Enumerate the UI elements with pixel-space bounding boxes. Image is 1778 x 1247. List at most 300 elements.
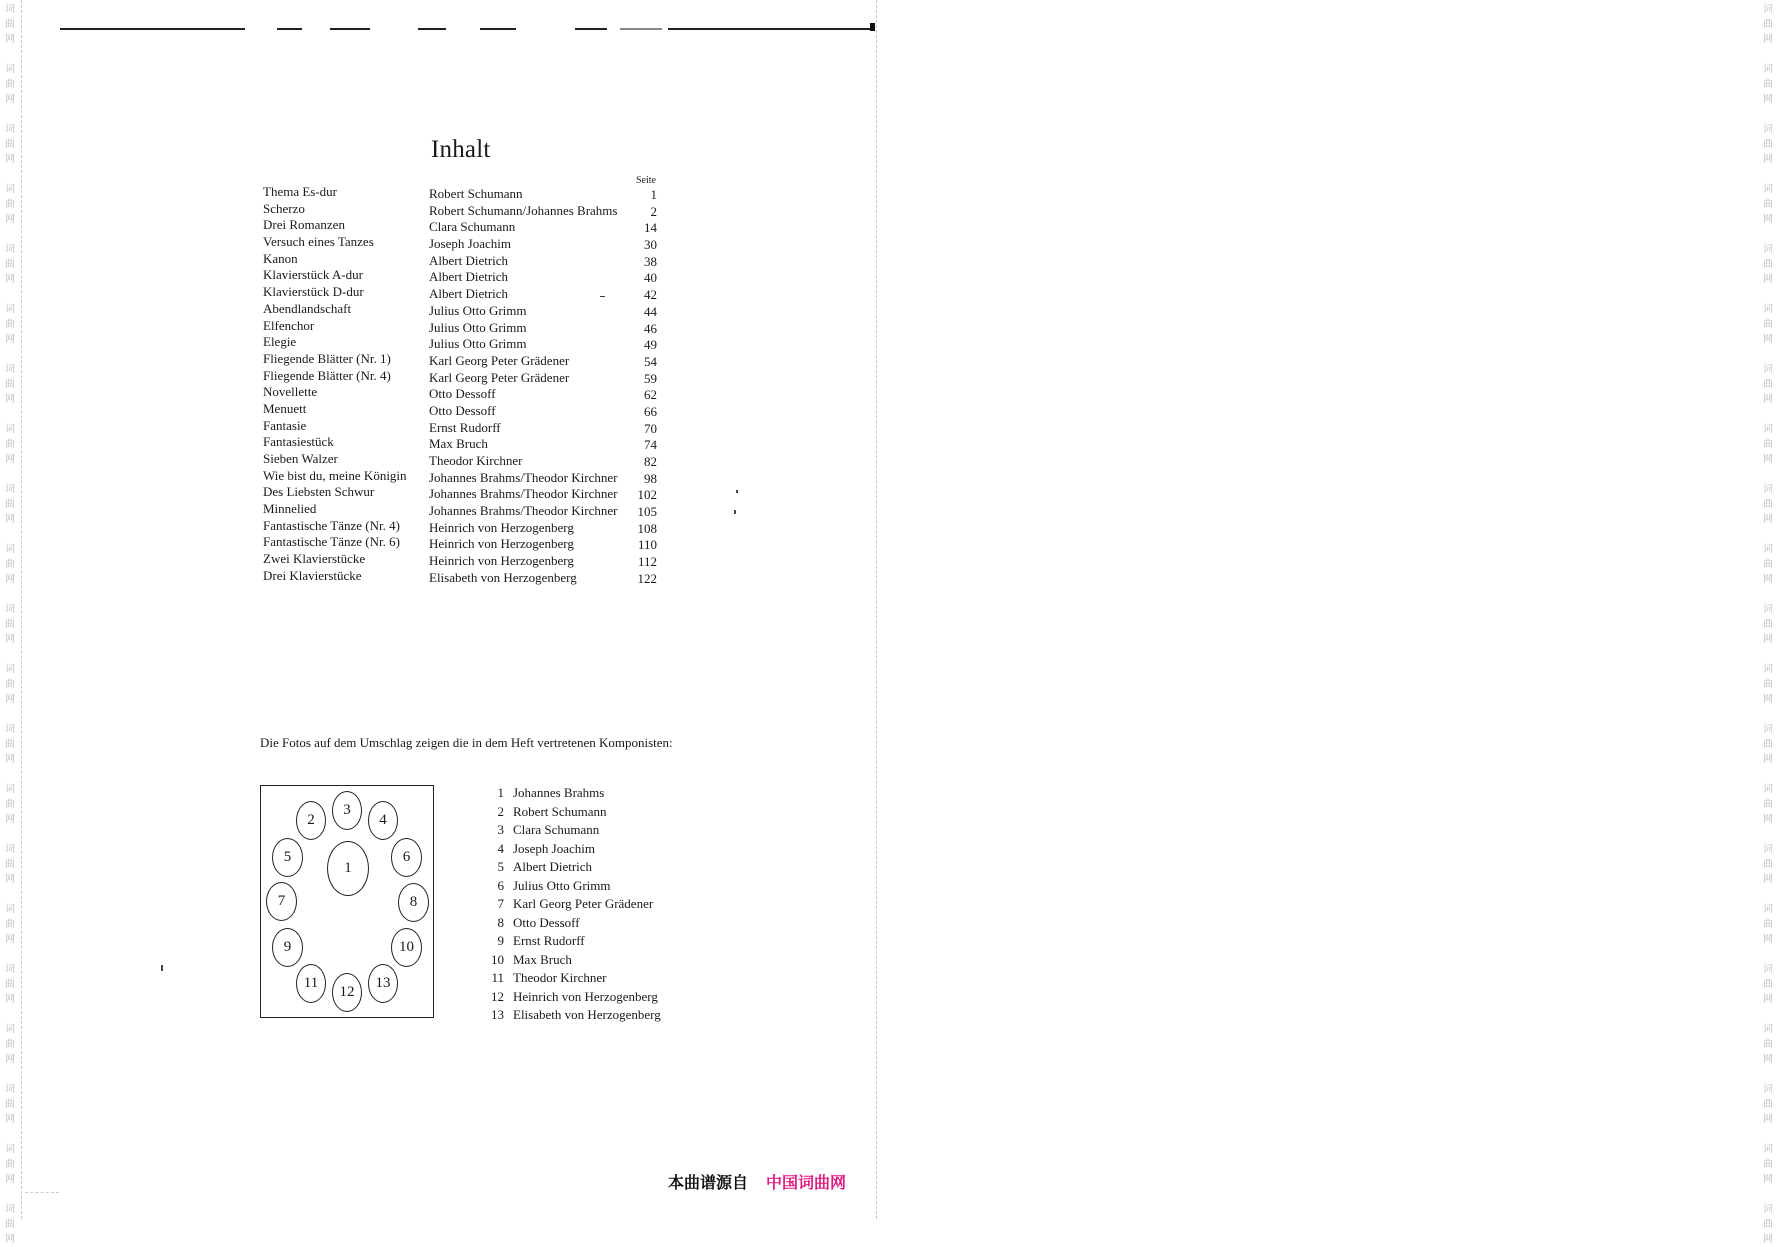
legend-number: 9 [497, 933, 504, 948]
legend-composer-name: Otto Dessoff [513, 914, 580, 930]
watermark-glyphs [0, 602, 20, 647]
toc-page-number: 46 [644, 320, 657, 336]
watermark-char: 词 [5, 664, 15, 675]
toc-row [263, 401, 663, 418]
toc-composer: Julius Otto Grimm [429, 302, 527, 318]
toc-page-number: 14 [644, 220, 657, 236]
watermark-char: 曲 [1763, 499, 1773, 510]
portrait-oval: 6 [391, 838, 422, 877]
watermark-char: 曲 [5, 79, 15, 90]
toc-page-number: 70 [644, 420, 657, 436]
watermark-char: 曲 [5, 559, 15, 570]
watermark-char: 网 [1763, 634, 1773, 645]
portrait-oval: 5 [272, 838, 303, 877]
toc-row [263, 217, 663, 234]
watermark-char: 曲 [5, 259, 15, 270]
watermark-char: 词 [5, 364, 15, 375]
watermark-char: 词 [5, 1024, 15, 1035]
scan-speck [600, 296, 605, 297]
toc-page-number: 30 [644, 237, 657, 253]
toc-row [263, 534, 663, 551]
watermark-char: 网 [5, 214, 15, 225]
toc-page-number: 112 [637, 554, 657, 570]
watermark-char: 词 [1763, 664, 1773, 675]
toc-composer: Otto Dessoff [429, 402, 496, 418]
toc-page-number: 44 [644, 303, 657, 319]
watermark-char: 网 [1763, 454, 1773, 465]
watermark-glyphs [1758, 542, 1778, 587]
toc-row [263, 351, 663, 368]
watermark-char: 曲 [5, 439, 15, 450]
watermark-glyphs [1758, 242, 1778, 287]
watermark-char: 词 [5, 124, 15, 135]
watermark-char: 词 [5, 1144, 15, 1155]
watermark-glyphs [0, 122, 20, 167]
watermark-char: 词 [1763, 304, 1773, 315]
toc-page-number: 82 [644, 454, 657, 469]
toc-page-number: 2 [650, 203, 657, 219]
toc-page-number: 66 [644, 403, 657, 419]
watermark-glyphs [1758, 482, 1778, 527]
watermark-char: 网 [5, 934, 15, 945]
watermark-char: 曲 [5, 799, 15, 810]
watermark-glyphs [0, 902, 20, 947]
toc-row [263, 518, 663, 535]
scan-speck [161, 965, 163, 971]
toc-composer: Julius Otto Grimm [429, 336, 527, 352]
watermark-char: 网 [5, 94, 15, 105]
watermark-char: 曲 [1763, 559, 1773, 570]
watermark-char: 网 [1763, 994, 1773, 1005]
watermark-glyphs [1758, 2, 1778, 47]
toc-composer: Albert Dietrich [429, 252, 509, 268]
watermark-char: 曲 [5, 19, 15, 30]
toc-piece-title: Novellette [263, 384, 318, 400]
watermark-char: 网 [1763, 334, 1773, 345]
watermark-char: 词 [1763, 724, 1773, 735]
legend-number: 8 [497, 914, 504, 930]
toc-composer: Johannes Brahms/Theodor Kirchner [429, 486, 618, 502]
legend-composer-name: Karl Georg Peter Grädener [513, 896, 654, 911]
watermark-char: 网 [5, 334, 15, 345]
toc-piece-title: Klavierstück D-dur [263, 284, 364, 300]
toc-piece-title: Des Liebsten Schwur [263, 484, 375, 500]
legend-row [488, 784, 661, 803]
legend-number: 7 [497, 896, 504, 911]
toc-piece-title: Kanon [263, 250, 298, 266]
watermark-char: 网 [1763, 1234, 1773, 1245]
watermark-char: 曲 [5, 199, 15, 210]
toc-row [263, 434, 663, 451]
toc-piece-title: Drei Klavierstücke [263, 567, 362, 583]
toc-piece-title: Menuett [263, 400, 307, 416]
toc-composer: Albert Dietrich [429, 269, 509, 285]
watermark-glyphs [1758, 422, 1778, 467]
watermark-char: 词 [5, 724, 15, 735]
portrait-oval: 3 [332, 791, 362, 830]
watermark-char: 词 [5, 184, 15, 195]
legend-composer-name: Albert Dietrich [513, 859, 593, 874]
toc-row [263, 418, 663, 435]
watermark-glyphs [0, 422, 20, 467]
toc-row [263, 201, 663, 218]
toc-piece-title: Thema Es-dur [263, 184, 338, 199]
toc-composer: Otto Dessoff [429, 386, 496, 402]
legend-row [488, 988, 661, 1007]
toc-page-number: 38 [644, 253, 657, 269]
legend-composer-name: Joseph Joachim [513, 840, 595, 856]
watermark-glyphs [0, 542, 20, 587]
watermark-char: 网 [1763, 94, 1773, 105]
toc-composer: Ernst Rudorff [429, 419, 501, 435]
watermark-char: 词 [1763, 1084, 1773, 1095]
legend-composer-name: Clara Schumann [513, 822, 600, 837]
watermark-glyphs [1758, 362, 1778, 407]
watermark-char: 曲 [1763, 1099, 1773, 1110]
watermark-char: 曲 [1763, 439, 1773, 450]
watermark-char: 网 [5, 274, 15, 285]
scan-dash [25, 1192, 59, 1193]
watermark-char: 词 [1763, 184, 1773, 195]
watermark-glyphs [1758, 722, 1778, 767]
watermark-char: 曲 [1763, 1159, 1773, 1170]
watermark-char: 词 [1763, 1144, 1773, 1155]
watermark-char: 网 [5, 394, 15, 405]
toc-piece-title: Fantastische Tänze (Nr. 4) [263, 517, 400, 533]
watermark-glyphs [0, 662, 20, 707]
watermark-char: 网 [1763, 574, 1773, 585]
toc-row [263, 368, 663, 385]
watermark-char: 曲 [1763, 799, 1773, 810]
watermark-glyphs [1758, 902, 1778, 947]
watermark-glyphs [0, 482, 20, 527]
toc-page-number: 98 [644, 470, 657, 486]
watermark-char: 网 [1763, 394, 1773, 405]
watermark-char: 网 [5, 874, 15, 885]
watermark-char: 曲 [5, 1099, 15, 1110]
toc-composer: Robert Schumann [429, 186, 523, 201]
toc-composer: Elisabeth von Herzogenberg [429, 569, 577, 585]
page-column-label: Seite [636, 175, 656, 186]
portrait-oval: 9 [272, 928, 303, 967]
legend-row [488, 858, 661, 877]
photos-caption: Die Fotos auf dem Umschlag zeigen die in dem Heft vertretenen Komponisten: [260, 735, 673, 750]
toc-composer: Heinrich von Herzogenberg [429, 553, 574, 569]
watermark-glyphs [0, 2, 20, 47]
toc-piece-title: Abendlandschaft [263, 300, 352, 316]
legend-composer-name: Max Bruch [513, 951, 572, 967]
scanned-top-edge [60, 27, 875, 31]
watermark-char: 词 [1763, 1204, 1773, 1215]
toc-composer: Max Bruch [429, 436, 488, 452]
toc-composer: Joseph Joachim [429, 236, 511, 252]
toc-row [263, 484, 663, 501]
watermark-char: 词 [5, 964, 15, 975]
watermark-char: 曲 [5, 979, 15, 990]
watermark-char: 网 [1763, 754, 1773, 765]
watermark-char: 曲 [1763, 19, 1773, 30]
toc-page-number: 110 [637, 537, 657, 553]
watermark-glyphs [1758, 1202, 1778, 1247]
toc-page-number: 54 [644, 353, 657, 369]
toc-composer: Robert Schumann/Johannes Brahms [429, 202, 618, 218]
watermark-glyphs [1758, 1022, 1778, 1067]
watermark-char: 词 [5, 244, 15, 255]
watermark-char: 网 [1763, 34, 1773, 45]
watermark-char: 词 [5, 544, 15, 555]
toc-row [263, 234, 663, 251]
watermark-glyphs [1758, 782, 1778, 827]
toc-piece-title: Minnelied [263, 501, 317, 517]
watermark-char: 网 [5, 694, 15, 705]
toc-composer: Heinrich von Herzogenberg [429, 536, 574, 552]
watermark-char: 网 [5, 454, 15, 465]
watermark-char: 曲 [5, 919, 15, 930]
legend-number: 12 [491, 988, 504, 1004]
watermark-char: 网 [5, 514, 15, 525]
watermark-char: 曲 [1763, 679, 1773, 690]
toc-page-number: 40 [644, 270, 657, 286]
portrait-oval: 11 [296, 964, 326, 1003]
source-prefix: 本曲谱源自 [668, 1173, 749, 1192]
source-attribution [668, 1170, 846, 1193]
toc-row [263, 501, 663, 518]
toc-composer: Julius Otto Grimm [429, 319, 527, 335]
watermark-char: 网 [1763, 214, 1773, 225]
watermark-char: 网 [5, 1234, 15, 1245]
watermark-char: 曲 [5, 1039, 15, 1050]
watermark-char: 词 [5, 64, 15, 75]
toc-piece-title: Drei Romanzen [263, 217, 345, 233]
watermark-char: 网 [5, 1114, 15, 1125]
watermark-char: 曲 [5, 679, 15, 690]
watermark-char: 网 [1763, 1114, 1773, 1125]
watermark-glyphs [1758, 602, 1778, 647]
toc-page-number: 42 [644, 287, 657, 303]
toc-piece-title: Fliegende Blätter (Nr. 1) [263, 350, 391, 366]
watermark-char: 曲 [1763, 139, 1773, 150]
toc-composer: Clara Schumann [429, 219, 516, 235]
watermark-glyphs [0, 1022, 20, 1067]
legend-number: 13 [491, 1007, 504, 1022]
watermark-char: 词 [5, 604, 15, 615]
watermark-char: 曲 [5, 139, 15, 150]
watermark-char: 网 [5, 154, 15, 165]
toc-row [263, 468, 663, 485]
legend-row [488, 803, 661, 822]
watermark-glyphs [1758, 302, 1778, 347]
watermark-glyphs [0, 1142, 20, 1187]
toc-composer: Theodor Kirchner [429, 453, 523, 468]
legend-row [488, 895, 661, 914]
right-watermark-strip [879, 0, 1773, 1245]
legend-number: 3 [497, 822, 504, 837]
legend-composer-name: Julius Otto Grimm [513, 877, 611, 893]
toc-piece-title: Elfenchor [263, 317, 315, 333]
watermark-char: 网 [5, 994, 15, 1005]
toc-row [263, 267, 663, 284]
legend-row [488, 840, 661, 859]
toc-row [263, 568, 663, 585]
toc-row [263, 184, 663, 201]
watermark-char: 曲 [1763, 919, 1773, 930]
watermark-glyphs [0, 62, 20, 107]
table-of-contents [263, 184, 663, 585]
legend-composer-name: Heinrich von Herzogenberg [513, 988, 658, 1004]
cover-photo-diagram [260, 785, 434, 1018]
watermark-glyphs [0, 242, 20, 287]
legend-composer-name: Ernst Rudorff [513, 933, 585, 948]
toc-piece-title: Sieben Walzer [263, 451, 338, 466]
watermark-char: 网 [1763, 814, 1773, 825]
watermark-char: 词 [1763, 424, 1773, 435]
watermark-char: 曲 [5, 319, 15, 330]
watermark-char: 词 [1763, 64, 1773, 75]
legend-composer-name: Elisabeth von Herzogenberg [513, 1007, 661, 1022]
toc-row [263, 284, 663, 301]
watermark-char: 网 [1763, 1174, 1773, 1185]
watermark-char: 网 [1763, 274, 1773, 285]
watermark-char: 词 [5, 904, 15, 915]
left-margin-dashed-line [21, 0, 22, 1219]
watermark-char: 曲 [1763, 979, 1773, 990]
watermark-char: 曲 [5, 859, 15, 870]
legend-number: 4 [497, 840, 504, 856]
watermark-glyphs [1758, 62, 1778, 107]
toc-page-number: 102 [637, 487, 657, 503]
watermark-char: 词 [1763, 904, 1773, 915]
watermark-char: 曲 [5, 619, 15, 630]
toc-row [263, 551, 663, 568]
toc-page-number: 1 [650, 187, 657, 202]
toc-piece-title: Zwei Klavierstücke [263, 551, 366, 567]
watermark-char: 词 [5, 1204, 15, 1215]
toc-piece-title: Fantasiestück [263, 434, 334, 450]
watermark-char: 曲 [5, 1159, 15, 1170]
watermark-char: 词 [1763, 844, 1773, 855]
watermark-char: 曲 [1763, 259, 1773, 270]
toc-row [263, 451, 663, 468]
toc-composer: Karl Georg Peter Grädener [429, 352, 570, 368]
watermark-char: 网 [1763, 1054, 1773, 1065]
toc-row [263, 301, 663, 318]
toc-page-number: 74 [644, 437, 657, 453]
watermark-char: 曲 [1763, 739, 1773, 750]
watermark-char: 曲 [5, 379, 15, 390]
toc-piece-title: Fliegende Blätter (Nr. 4) [263, 367, 391, 383]
legend-row [488, 951, 661, 970]
legend-number: 11 [491, 970, 504, 985]
toc-composer: Johannes Brahms/Theodor Kirchner [429, 469, 618, 485]
legend-composer-name: Robert Schumann [513, 803, 607, 819]
scan-speck [734, 510, 736, 514]
watermark-char: 网 [5, 574, 15, 585]
portrait-oval: 2 [296, 801, 326, 840]
watermark-char: 网 [5, 814, 15, 825]
watermark-char: 网 [5, 754, 15, 765]
legend-row [488, 821, 661, 840]
watermark-char: 词 [5, 484, 15, 495]
watermark-glyphs [0, 722, 20, 767]
watermark-char: 词 [1763, 1024, 1773, 1035]
watermark-char: 曲 [5, 499, 15, 510]
watermark-glyphs [0, 1082, 20, 1127]
watermark-char: 曲 [1763, 379, 1773, 390]
watermark-char: 曲 [5, 739, 15, 750]
watermark-glyphs [1758, 182, 1778, 227]
toc-row [263, 318, 663, 335]
legend-number: 10 [491, 951, 504, 967]
toc-page-number: 59 [644, 370, 657, 386]
toc-title: Inhalt [431, 136, 491, 163]
toc-page-number: 49 [644, 337, 657, 353]
watermark-char: 词 [1763, 124, 1773, 135]
watermark-char: 网 [1763, 934, 1773, 945]
scan-speck [736, 490, 738, 493]
watermark-char: 网 [1763, 154, 1773, 165]
watermark-char: 网 [5, 34, 15, 45]
watermark-char: 词 [1763, 364, 1773, 375]
watermark-char: 词 [1763, 784, 1773, 795]
watermark-char: 网 [5, 1054, 15, 1065]
toc-row [263, 384, 663, 401]
toc-composer: Karl Georg Peter Grädener [429, 369, 570, 385]
composer-legend [488, 784, 661, 1025]
watermark-glyphs [1758, 122, 1778, 167]
toc-piece-title: Fantastische Tänze (Nr. 6) [263, 534, 400, 550]
toc-piece-title: Elegie [263, 334, 297, 350]
watermark-char: 词 [1763, 484, 1773, 495]
watermark-char: 词 [5, 1084, 15, 1095]
watermark-char: 词 [5, 784, 15, 795]
watermark-char: 词 [5, 424, 15, 435]
watermark-glyphs [1758, 1142, 1778, 1187]
watermark-char: 曲 [1763, 79, 1773, 90]
toc-page-number: 108 [637, 520, 657, 536]
watermark-char: 曲 [1763, 859, 1773, 870]
watermark-char: 曲 [1763, 319, 1773, 330]
legend-composer-name: Theodor Kirchner [513, 970, 607, 985]
watermark-char: 网 [1763, 514, 1773, 525]
portrait-oval: 4 [368, 801, 398, 840]
legend-number: 2 [497, 803, 504, 819]
watermark-glyphs [0, 362, 20, 407]
toc-page-number: 62 [644, 387, 657, 403]
watermark-char: 网 [5, 1174, 15, 1185]
watermark-char: 词 [1763, 4, 1773, 15]
legend-row [488, 932, 661, 951]
portrait-oval: 7 [266, 882, 297, 921]
watermark-glyphs [0, 302, 20, 347]
right-margin-dashed-line [876, 0, 877, 1219]
toc-piece-title: Scherzo [263, 200, 305, 216]
watermark-char: 词 [1763, 964, 1773, 975]
watermark-char: 词 [5, 844, 15, 855]
toc-row [263, 251, 663, 268]
legend-row [488, 877, 661, 896]
watermark-glyphs [0, 182, 20, 227]
portrait-oval: 8 [398, 883, 429, 922]
watermark-char: 网 [5, 634, 15, 645]
watermark-char: 词 [1763, 244, 1773, 255]
watermark-glyphs [0, 782, 20, 827]
legend-number: 5 [497, 859, 504, 874]
watermark-glyphs [1758, 1082, 1778, 1127]
source-site-link[interactable]: 中国词曲网 [766, 1173, 847, 1192]
watermark-char: 词 [5, 4, 15, 15]
watermark-char: 曲 [5, 1219, 15, 1230]
legend-row [488, 914, 661, 933]
